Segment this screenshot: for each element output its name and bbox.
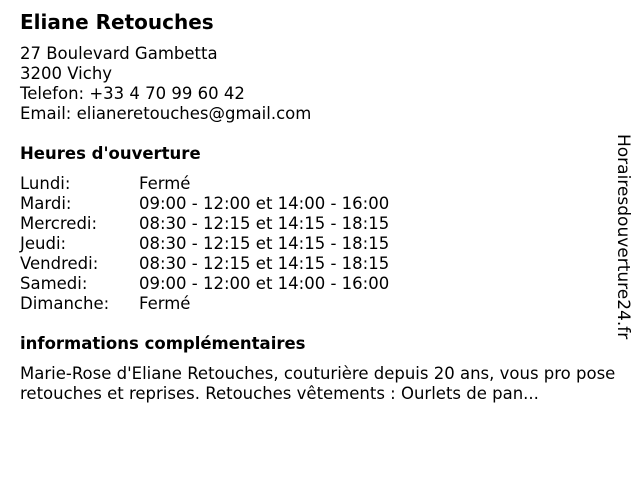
site-watermark: Horairesdouverture24.fr [613,134,633,340]
day-label: Jeudi: [20,234,67,253]
email-line: Email: elianeretouches@gmail.com [20,104,312,123]
hours-title: Heures d'ouverture [20,144,201,163]
hours-row-mardi [20,194,610,214]
phone-line: Telefon: +33 4 70 99 60 42 [20,84,245,103]
hours-row-dimanche [20,294,610,314]
day-time: 08:30 - 12:15 et 14:15 - 18:15 [139,254,390,273]
hours-row-mercredi [20,214,610,234]
day-label: Vendredi: [20,254,99,273]
day-label: Lundi: [20,174,71,193]
info-title: informations complémentaires [20,334,306,353]
day-time: 08:30 - 12:15 et 14:15 - 18:15 [139,234,390,253]
day-time: 08:30 - 12:15 et 14:15 - 18:15 [139,214,390,233]
address-street: 27 Boulevard Gambetta [20,44,218,63]
day-time: 09:00 - 12:00 et 14:00 - 16:00 [139,274,390,293]
hours-table [20,174,610,314]
hours-row-jeudi [20,234,610,254]
hours-row-lundi [20,174,610,194]
day-label: Samedi: [20,274,88,293]
hours-row-vendredi [20,254,610,274]
business-card [20,10,616,404]
address-city: 3200 Vichy [20,64,113,83]
day-time: 09:00 - 12:00 et 14:00 - 16:00 [139,194,390,213]
day-label: Mercredi: [20,214,98,233]
business-name: Eliane Retouches [20,10,214,34]
hours-row-samedi [20,274,610,294]
day-time: Fermé [139,174,191,193]
day-label: Dimanche: [20,294,110,313]
info-description: Marie-Rose d'Eliane Retouches, couturière depuis 20 ans, vous pro pose retouches et reprises. Retouches vêtements : Ourlets de pan... [20,364,616,403]
day-time: Fermé [139,294,191,313]
day-label: Mardi: [20,194,72,213]
